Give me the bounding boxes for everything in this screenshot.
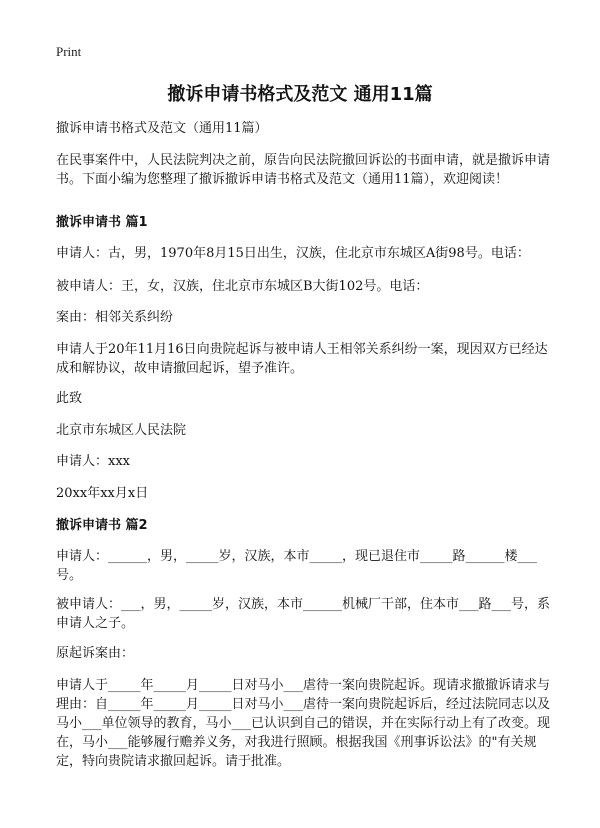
print-link[interactable]: Print — [56, 44, 82, 59]
section-1-court: 北京市东城区人民法院 — [56, 423, 187, 438]
section-2-body: 申请人于_____年_____月_____日对马小___虐待一案向贵院起诉。现请求撤撤诉请求与理由：自_____年_____月_____日对马小___虐待一案向贵院起诉后，经过法院同志以及马小___单位领导的教育，马小___已认识到自己的错误，并在实际行动上有了改变。现在，马小___能够履行赡养义务，对我进行照顾。根据我国《刑事诉讼法》的"有关规定，特向贵院请求撤回起诉。请于批准。 — [56, 678, 551, 769]
subtitle: 撤诉申请书格式及范文（通用11篇） — [56, 121, 268, 136]
section-2-heading: 撤诉申请书 篇2 — [56, 518, 148, 533]
section-1-body: 申请人于20年11月16日向贵院起诉与被申请人王相邻关系纠纷一案，现因双方已经达成和解协议，故申请撤回起诉，望予准许。 — [56, 342, 548, 376]
intro-paragraph: 在民事案件中，人民法院判决之前，原告向民法院撤回诉讼的书面申请，就是撤诉申请书。下面小编为您整理了撤诉撤诉申请书格式及范文（通用11篇），欢迎阅读！ — [56, 153, 551, 187]
section-1-signature: 申请人：xxx — [56, 454, 130, 469]
section-1-date: 20xx年xx月x日 — [56, 486, 149, 501]
section-2-applicant: 申请人：______，男，_____岁，汉族，本市_____，现已退住市_____路______楼___号。 — [56, 549, 538, 583]
section-1-heading: 撤诉申请书 篇1 — [56, 215, 148, 230]
section-2-cause-label: 原起诉案由： — [56, 646, 135, 661]
section-1-salutation: 此致 — [56, 391, 83, 406]
section-2-respondent: 被申请人：___，男，_____岁，汉族，本市______机械厂干部，住本市___路___号，系申请人之子。 — [56, 597, 551, 631]
section-1-cause: 案由：相邻关系纠纷 — [56, 310, 174, 325]
page-title: 撤诉申请书格式及范文 通用11篇 — [167, 84, 433, 105]
section-1-applicant: 申请人：古，男，1970年8月15日出生，汉族，住北京市东城区A街98号。电话： — [56, 246, 530, 261]
section-1-respondent: 被申请人：王，女，汉族，住北京市东城区B大街102号。电话： — [56, 279, 429, 294]
